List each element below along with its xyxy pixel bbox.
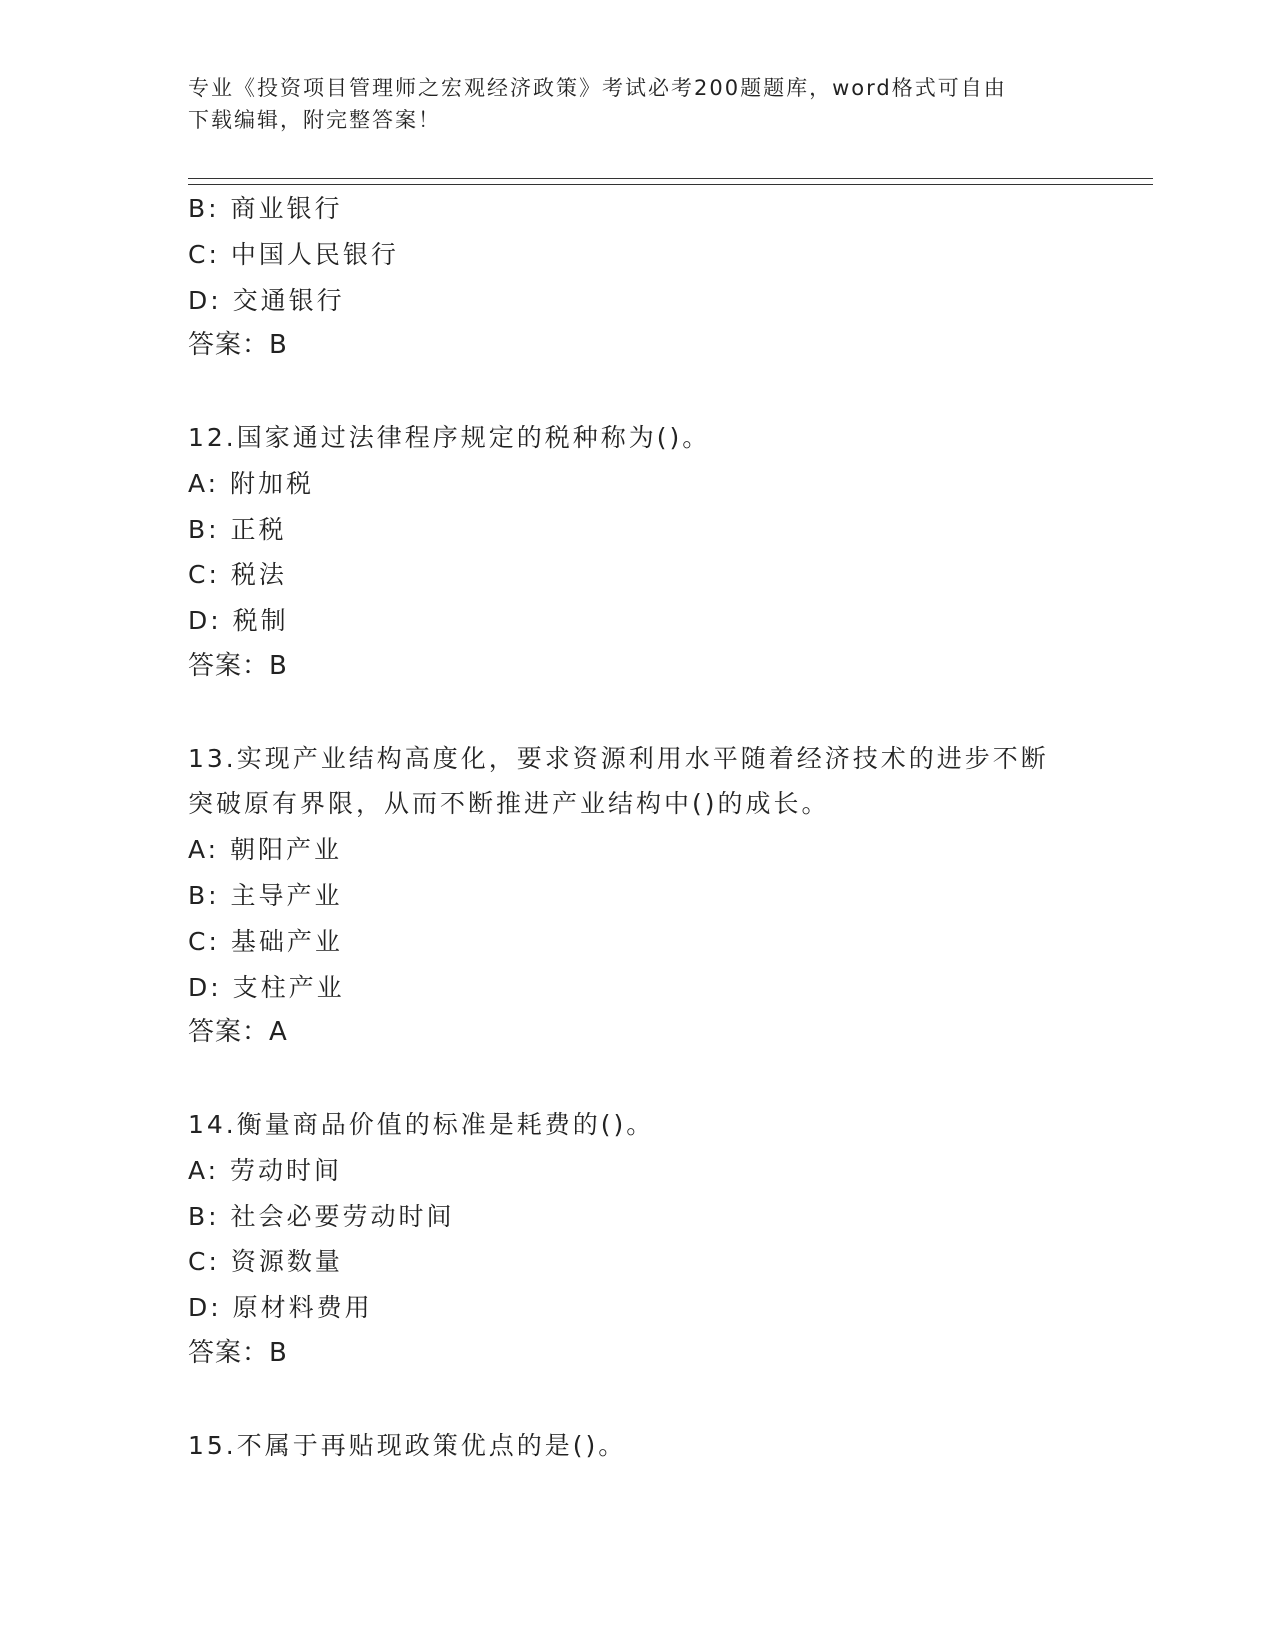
- question-12: [188, 415, 1088, 690]
- option-b: B: 社会必要劳动时间: [188, 1201, 455, 1231]
- question-text: 15.不属于再贴现政策优点的是()。: [188, 1430, 627, 1460]
- option-c: C: 资源数量: [188, 1247, 343, 1277]
- spacer: [188, 690, 1088, 736]
- spacer: [188, 1056, 1088, 1102]
- answer: 答案：A: [188, 1017, 288, 1048]
- option-c: C: 税法: [188, 560, 287, 590]
- question-11: [188, 186, 1088, 369]
- option-b: B: 正税: [188, 514, 287, 544]
- question-14: [188, 1102, 1088, 1377]
- answer: 答案：B: [188, 650, 288, 681]
- header-double-rule: [188, 178, 1153, 185]
- option-d: D: 税制: [188, 606, 289, 636]
- question-13: [188, 736, 1088, 1057]
- spacer: [188, 369, 1088, 415]
- option-d: D: 原材料费用: [188, 1293, 373, 1323]
- question-list: [188, 186, 1088, 1468]
- option-c: C: 基础产业: [188, 926, 343, 956]
- question-text-line-1: 13.实现产业结构高度化，要求资源利用水平随着经济技术的进步不断: [188, 743, 1049, 773]
- option-a: A: 朝阳产业: [188, 835, 343, 865]
- header-title-line-1: 专业《投资项目管理师之宏观经济政策》考试必考200题题库，word格式可自由: [188, 76, 1007, 100]
- option-d: D: 支柱产业: [188, 972, 345, 1002]
- answer: 答案：B: [188, 1337, 288, 1368]
- header-title-line-2: 下载编辑，附完整答案！: [188, 108, 441, 132]
- question-text: 14.衡量商品价值的标准是耗费的()。: [188, 1109, 655, 1139]
- spacer: [188, 1377, 1088, 1423]
- option-a: A: 附加税: [188, 468, 315, 498]
- question-text: 12.国家通过法律程序规定的税种称为()。: [188, 422, 711, 452]
- document-header: [188, 72, 1078, 136]
- option-b: B: 商业银行: [188, 194, 343, 223]
- option-d: D: 交通银行: [188, 285, 345, 315]
- option-a: A: 劳动时间: [188, 1155, 343, 1185]
- question-text-line-2: 突破原有界限，从而不断推进产业结构中()的成长。: [188, 789, 830, 819]
- option-b: B: 主导产业: [188, 880, 343, 910]
- option-c: C: 中国人民银行: [188, 239, 399, 269]
- question-15: [188, 1423, 1088, 1469]
- answer: 答案：B: [188, 330, 288, 361]
